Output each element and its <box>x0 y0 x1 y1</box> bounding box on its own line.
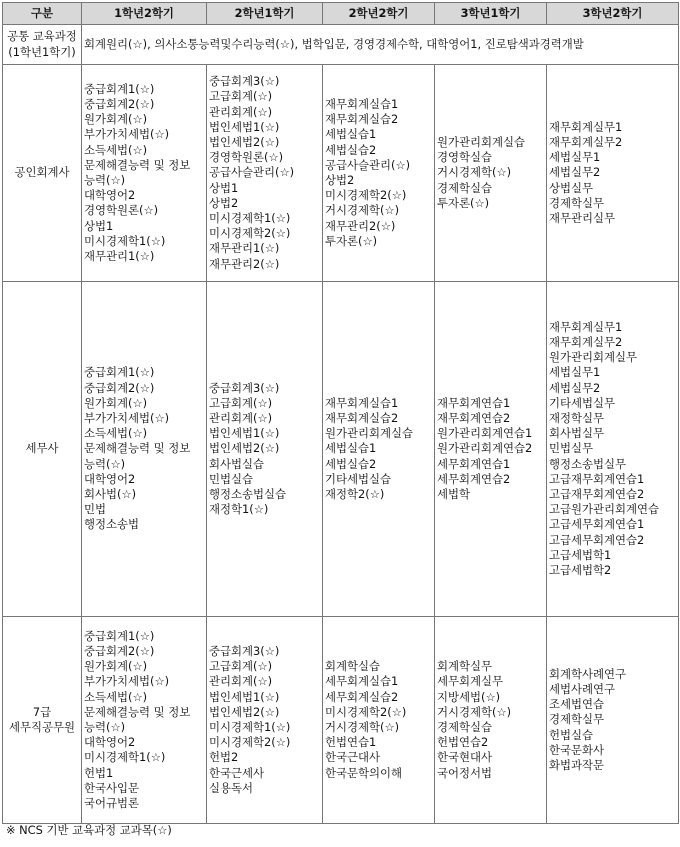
course-item: 원가관리회계실무 <box>549 350 638 365</box>
course-item: 상법실무 <box>549 180 594 195</box>
course-item: 기타세법실습 <box>325 471 392 486</box>
course-item: 법인세법2(☆) <box>209 441 280 456</box>
course-item: 거시경제학(☆) <box>437 704 512 719</box>
course-item: 헌법연습1 <box>325 735 377 750</box>
course-item: 문제해결능력 및 정보 <box>84 157 191 172</box>
course-item: 회사법실무 <box>549 426 605 441</box>
course-item: 한국현대사 <box>437 750 493 765</box>
course-item: 중급회계3(☆) <box>209 643 280 658</box>
label-line: 공통 교육과정 <box>7 29 77 44</box>
row-cpa <box>3 65 679 282</box>
row-label-tax-accountant <box>3 282 82 617</box>
course-item: 재무회계실무1 <box>549 319 623 334</box>
course-item: 중급회계3(☆) <box>209 380 280 395</box>
course-item: 소득세법(☆) <box>84 426 148 441</box>
course-item: 부가가치세법(☆) <box>84 127 170 142</box>
course-item: 행정소송법실습 <box>209 487 287 501</box>
course-item: 재무회계실무2 <box>549 134 623 149</box>
course-item: 공급사슬관리(☆) <box>209 165 295 180</box>
course-item: 회계학실습 <box>325 659 381 674</box>
course-item: 거시경제학(☆) <box>437 165 512 180</box>
course-item: 능력(☆) <box>84 720 126 734</box>
course-item: 미시경제학1(☆) <box>209 211 291 225</box>
course-item: 경제학실무 <box>549 195 605 210</box>
course-item: 고급세법학1 <box>549 547 612 562</box>
course-item: 재무회계실습2 <box>325 112 399 127</box>
course-cell <box>207 65 323 282</box>
course-item: 세법실습2 <box>325 456 377 471</box>
course-item: 헌법2 <box>209 750 239 765</box>
course-item: 법인세법1(☆) <box>209 426 280 441</box>
course-item: 경영학원론(☆) <box>209 150 284 165</box>
course-item: 대학영어2 <box>84 471 136 486</box>
label-line: 7급 <box>32 704 52 719</box>
course-item: 원가회계(☆) <box>84 659 148 674</box>
course-item: 법인세법1(☆) <box>209 119 280 134</box>
course-item: 미시경제학1(☆) <box>84 750 166 765</box>
course-item: 관리회계(☆) <box>209 410 273 425</box>
course-item: 경영학실습 <box>437 150 493 165</box>
course-item: 원가관리회계연습2 <box>437 441 533 456</box>
course-item: 법인세법2(☆) <box>209 134 280 149</box>
course-item: 행정소송법실무 <box>549 456 627 471</box>
course-item: 능력(☆) <box>84 173 126 187</box>
common-curriculum-label <box>3 25 82 65</box>
course-item: 회사법실습 <box>209 456 265 471</box>
course-item: 재무관리1(☆) <box>84 249 155 264</box>
course-item: 한국문화사 <box>549 742 605 757</box>
course-item: 재무회계실습1 <box>325 395 399 410</box>
course-item: 부가가치세법(☆) <box>84 410 170 425</box>
course-item: 미시경제학2(☆) <box>325 704 407 719</box>
course-item: 경제학실무 <box>549 712 605 727</box>
course-item: 중급회계2(☆) <box>84 380 155 395</box>
course-item: 회계학사례연구 <box>549 666 627 681</box>
course-item: 미시경제학2(☆) <box>325 188 407 203</box>
course-item: 원가관리회계실습 <box>325 426 414 441</box>
header-row <box>3 3 679 25</box>
course-item: 고급재무회계연습1 <box>549 471 645 486</box>
course-item: 상법1 <box>209 180 239 195</box>
course-cell <box>435 282 547 617</box>
course-cell <box>82 282 207 617</box>
course-item: 거시경제학(☆) <box>325 203 400 218</box>
course-item: 소득세법(☆) <box>84 689 148 704</box>
course-cell <box>547 282 679 617</box>
course-item: 상법2 <box>325 173 355 187</box>
course-item: 세무회계실습1 <box>325 674 399 689</box>
course-item: 능력(☆) <box>84 456 126 471</box>
course-item: 민법실습 <box>209 471 254 486</box>
course-item: 세법학 <box>437 487 471 501</box>
label-line: 세무사 <box>25 441 59 456</box>
course-cell <box>547 65 679 282</box>
course-item: 세법실무1 <box>549 365 601 380</box>
course-item: 조세법연습 <box>549 697 605 712</box>
course-item: 한국근세사 <box>209 765 265 780</box>
course-item: 재무회계실습2 <box>325 410 399 425</box>
course-item: 한국근대사 <box>325 750 381 765</box>
course-item: 세법실무2 <box>549 165 601 180</box>
course-cell <box>82 617 207 824</box>
course-cell <box>323 65 435 282</box>
course-item: 세법실습2 <box>325 142 377 157</box>
course-item: 고급세무회계연습1 <box>549 517 645 532</box>
common-curriculum-row <box>3 25 679 65</box>
course-item: 재무회계실무2 <box>549 334 623 349</box>
header-y1s2: 1학년2학기 <box>82 3 207 25</box>
course-item: 중급회계1(☆) <box>84 365 155 380</box>
course-item: 중급회계1(☆) <box>84 81 155 96</box>
course-item: 재무관리2(☆) <box>325 218 396 233</box>
course-item: 중급회계2(☆) <box>84 643 155 658</box>
course-cell <box>207 282 323 617</box>
row-tax-official <box>3 617 679 824</box>
header-y2s2: 2학년2학기 <box>323 3 435 25</box>
course-cell <box>207 617 323 824</box>
course-item: 중급회계1(☆) <box>84 628 155 643</box>
course-item: 세무회계연습2 <box>437 471 511 486</box>
course-item: 법인세법1(☆) <box>209 689 280 704</box>
course-item: 지방세법(☆) <box>437 689 501 704</box>
course-item: 헌법1 <box>84 765 114 780</box>
course-item: 고급회계(☆) <box>209 659 273 674</box>
course-item: 세무회계연습1 <box>437 456 511 471</box>
label-line: 공인회계사 <box>14 165 70 180</box>
course-item: 헌법실습 <box>549 727 594 742</box>
course-item: 세법사례연구 <box>549 681 616 696</box>
course-item: 고급세법학2 <box>549 563 612 578</box>
course-item: 고급회계(☆) <box>209 89 273 104</box>
course-item: 고급세무회계연습2 <box>549 532 645 547</box>
course-item: 세법실습1 <box>325 127 377 142</box>
course-item: 행정소송법 <box>84 517 140 532</box>
course-item: 투자론(☆) <box>325 233 378 248</box>
curriculum-table <box>2 2 679 824</box>
header-category: 구분 <box>3 3 82 25</box>
course-item: 경제학실습 <box>437 720 493 734</box>
course-item: 재무회계실습1 <box>325 96 399 111</box>
course-item: 재무회계연습2 <box>437 410 511 425</box>
course-item: 미시경제학2(☆) <box>209 226 291 241</box>
course-item: 소득세법(☆) <box>84 142 148 157</box>
course-item: 관리회계(☆) <box>209 104 273 119</box>
course-item: 재정학2(☆) <box>325 487 385 501</box>
course-item: 민법 <box>84 502 107 517</box>
course-cell <box>435 65 547 282</box>
course-item: 국어규범론 <box>84 796 140 811</box>
course-item: 원가관리회계실습 <box>437 134 526 149</box>
course-item: 대학영어2 <box>84 735 136 750</box>
course-item: 투자론(☆) <box>437 195 490 210</box>
course-item: 헌법연습2 <box>437 735 489 750</box>
course-item: 고급회계(☆) <box>209 395 273 410</box>
course-item: 회계학실무 <box>437 659 493 674</box>
course-item: 재정학1(☆) <box>209 502 269 517</box>
row-label-tax-official <box>3 617 82 824</box>
course-item: 거시경제학(☆) <box>325 720 400 734</box>
course-item: 원가관리회계연습1 <box>437 426 533 441</box>
course-cell <box>323 617 435 824</box>
course-item: 원가회계(☆) <box>84 395 148 410</box>
header-y3s1: 3학년1학기 <box>435 3 547 25</box>
course-cell <box>323 282 435 617</box>
course-item: 고급원가관리회계연습 <box>549 502 660 517</box>
header-y3s2: 3학년2학기 <box>547 3 679 25</box>
course-item: 재무회계실무1 <box>549 119 623 134</box>
course-item: 문제해결능력 및 정보 <box>84 441 191 456</box>
course-item: 재무회계연습1 <box>437 395 511 410</box>
course-item: 중급회계2(☆) <box>84 96 155 111</box>
course-item: 상법2 <box>209 195 239 210</box>
course-item: 세법실습1 <box>325 441 377 456</box>
course-item: 세무회계실습2 <box>325 689 399 704</box>
course-item: 세무회계실무 <box>437 674 504 689</box>
course-item: 문제해결능력 및 정보 <box>84 704 191 719</box>
course-item: 한국사입문 <box>84 780 140 795</box>
course-item: 원가회계(☆) <box>84 112 148 127</box>
course-item: 중급회계3(☆) <box>209 74 280 89</box>
course-cell <box>435 617 547 824</box>
course-item: 법인세법2(☆) <box>209 704 280 719</box>
course-item: 미시경제학2(☆) <box>209 735 291 750</box>
course-item: 회사법(☆) <box>84 487 137 501</box>
course-item: 재정학실무 <box>549 410 605 425</box>
course-cell <box>547 617 679 824</box>
header-y2s1: 2학년1학기 <box>207 3 323 25</box>
course-item: 세법실무2 <box>549 380 601 395</box>
course-item: 민법실무 <box>549 441 594 456</box>
label-line: 세무직공무원 <box>8 720 76 734</box>
course-item: 화법과작문 <box>549 758 605 772</box>
course-item: 미시경제학1(☆) <box>84 233 166 248</box>
course-item: 실용독서 <box>209 780 254 795</box>
course-item: 재무관리1(☆) <box>209 241 280 256</box>
course-item: 재무관리실무 <box>549 211 616 225</box>
footnote: ※ NCS 기반 교육과정 교과목(☆) <box>6 823 172 837</box>
row-label-cpa <box>3 65 82 282</box>
course-item: 세법실무1 <box>549 150 601 165</box>
course-item: 재무관리2(☆) <box>209 256 280 271</box>
course-item: 경제학실습 <box>437 180 493 195</box>
course-item: 관리회계(☆) <box>209 674 273 689</box>
course-item: 고급재무회계연습2 <box>549 487 645 501</box>
course-item: 경영학원론(☆) <box>84 203 159 218</box>
course-item: 부가가치세법(☆) <box>84 674 170 689</box>
row-tax-accountant <box>3 282 679 617</box>
course-item: 상법1 <box>84 218 114 233</box>
course-item: 기타세법실무 <box>549 395 616 410</box>
course-cell <box>82 65 207 282</box>
course-item: 공급사슬관리(☆) <box>325 157 411 172</box>
common-curriculum-courses: 회계원리(☆), 의사소통능력및수리능력(☆), 법학입문, 경영경제수학, 대학영어1, 진로탐색과경력개발 <box>82 25 679 65</box>
label-line: (1학년1학기) <box>8 44 76 59</box>
course-item: 미시경제학1(☆) <box>209 720 291 734</box>
course-item: 대학영어2 <box>84 188 136 203</box>
course-item: 한국문학의이해 <box>325 765 403 780</box>
course-item: 국어정서법 <box>437 765 493 780</box>
